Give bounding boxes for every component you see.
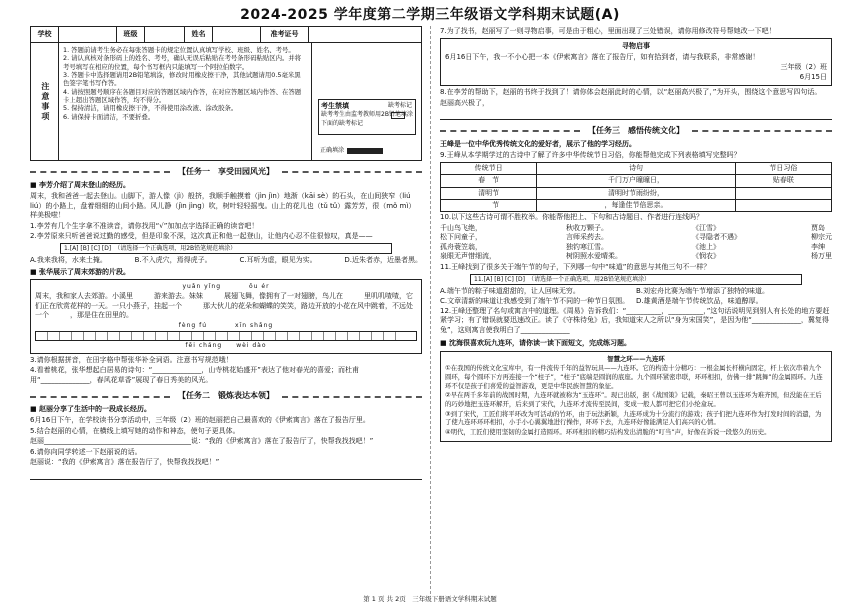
task1-header: [30, 167, 422, 178]
options-q2: [30, 256, 422, 265]
question-3: 3.请你根据拼音，在田字格中帮张华补全词语。注意书写规范哦！: [30, 355, 233, 364]
table-cell: 贴春联: [735, 175, 831, 187]
poem-second-lines: [566, 224, 622, 262]
option-b: B.不入虎穴，焉得虎子。: [134, 256, 212, 265]
article-paragraph: ③到了宋代，工匠们将平环改为可活动的竹环，由于玩法新颖，九连环成为十分流行的游戏；孩子们把九连环作为打发时间的消遣，为了使九连环环环相扣，小手小心翼翼地进行操作，环环下去，九连环好像能满足人们高兴的心情。: [445, 409, 822, 427]
option-a: A.端午节的粽子味道甜甜的，让人回味无穷。: [440, 287, 580, 296]
question-5: 5.结合赵丽的心情，在横线上填写她的动作和神态，使句子更具体。: [30, 426, 240, 435]
question-5-answer[interactable]: 赵丽__________________________________________说：“我的《伊索寓言》落在了报告厅了，快帮我找找吧！”: [30, 437, 374, 446]
essay-text: 周末，我和家人去郊游。小溪里 游来游去。妹妹 展翅飞舞，像拥有了一对翅膀，鸟儿在 里叽叽喳喳，它们正在欣赏花样的一天。一只小燕子，挂起一个 那大伙儿的花朵和蝴蝶的笑笑，路边开放的小花在风中跳着，不远处一个 ，那是住在田里的。: [35, 292, 413, 320]
poem-line: 独钓寒江雪。: [566, 242, 608, 251]
table-header: 诗句: [537, 162, 735, 174]
notice-item: 4. 请按照题号顺序在各题目对应的答题区域内作答，在对应答题区域内作答、在答题卡上超出答题区域作答，均不得分。: [63, 87, 302, 104]
poem-line: 树阴照水爱晴柔。: [566, 252, 622, 261]
question-2: 2.李芳原来只听爸爸说过勤的感受，但是印象不深，这次真正和他一起登山，让他内心忍不住很惊叹，真是——: [30, 231, 373, 240]
fill-example-label: 正确填涂: [320, 147, 345, 154]
table-cell: 春 节: [441, 175, 537, 187]
stamp-title: 考生禁填: [321, 102, 349, 110]
option-d: D.近朱者赤，近墨者黑。: [344, 256, 422, 265]
task1-section2: ■ 张华展示了周末郊游的片段。: [30, 267, 131, 276]
poem-title: 《江雪》: [692, 223, 720, 232]
task3-intro: 王峰是一位中华优秀传统文化的爱好者，展示了他的学习经历。: [440, 139, 636, 148]
question-8-start: 赵丽高兴极了，: [440, 98, 489, 107]
section4-intro: ■ 沈海很喜欢玩九连环，请你读一读下面短文，完成练习题。: [440, 339, 632, 348]
question-6-text: 赵丽说：“我的《伊索寓言》落在报告厅了，快帮我找找吧！”: [30, 458, 220, 467]
task1-label: 【任务一 享受田园风光】: [178, 167, 274, 176]
exam-no-field[interactable]: [309, 27, 422, 43]
pinyin-row-1: yuǎn yǐng ōu ér: [182, 283, 270, 291]
lost-notice-frame: [440, 38, 832, 86]
answer-bubble-11[interactable]: 11.[A] [B] [C] [D] （请选择一个正确选项，用2B铅笔规范填涂）: [470, 274, 802, 285]
poem-line: 秋收万颗子。: [566, 223, 608, 232]
poem-title: 《池上》: [692, 242, 720, 251]
matching-columns: [440, 224, 832, 262]
notice-box: [30, 43, 422, 161]
options-q11: [440, 287, 832, 306]
table-cell-answer[interactable]: [735, 187, 831, 199]
q5-line-a: 赵丽: [30, 437, 44, 446]
name-label: 姓名: [185, 27, 213, 43]
poem-author: 贾岛: [811, 223, 825, 232]
notice-label: 注意事项: [31, 43, 59, 160]
fill-example-bar: [347, 148, 383, 154]
student-info-table: [30, 26, 422, 43]
article-title: 智慧之环——九连环: [607, 354, 665, 363]
table-cell: 清明节: [441, 187, 537, 199]
article-paragraph: ①在我国的传统文化宝库中，有一件流传千年的益智玩具——九连环。它的构造十分精巧：一根金属长杆横向固定，杆上依次串着九个圆环，每个圆环下方再连接一个“柱子”，“柱子”底端是圆润的底座。九个圆环紧密串联，环环相扣，仿佛一排“跳舞”的金属圆环。九连环不仅是孩子们喜爱的益智游戏，更是中华民族智慧的象征。: [445, 364, 823, 390]
poem-title: 《寻隐者不遇》: [692, 233, 741, 242]
notice-item: 2. 请认真核对条形码上的姓名、考号，确认无误后粘贴在考号条形码粘贴区内。并将考号填写在相应的位置，每个书写框内只能填写一个阿拉伯数字。: [63, 54, 302, 71]
table-header: 节日习俗: [735, 162, 831, 174]
article-frame: [440, 351, 832, 442]
poem-author: 柳宗元: [811, 233, 832, 242]
task1-paragraph: 周末，我和爸爸一起去登山。山脚下，游人像（jì）般挤，我顺手触摸着（jìn jìn）地渐（kāi sè）的石头，在山间狭窄（liú liú）的小路上，盘着细细的山间小路。风儿静（jìn jìng）吹，树叶轻轻摇曳。山上的花儿也（tǔ tǔ）露芳芳，很（mǒ mì）样美极啦！: [30, 192, 416, 220]
question-12-part-a: 12.王峰还整理了名句或寓言中的道理。《周易》告诉我们：“: [440, 306, 627, 315]
question-12-part-c: ，冀复得兔”，这则寓言使我明白了: [440, 316, 829, 334]
poem-authors: [811, 224, 832, 262]
question-4: 4.看着桃花，张华想起白居易的诗句：“______________，山寺桃花始盛开”表达了他对春光的喜爱；而杜甫用“______________，春风花草香”展现了春日秀美的风光。: [30, 366, 359, 384]
table-cell: 千门万户曈曈日，: [537, 175, 735, 187]
page-title: 2024-2025 学年度第二学期三年级语文学科期末试题(A): [240, 7, 620, 23]
question-7: 7.为了找书，赵丽写了一则寻物启事，可是由于粗心，里面出现了三处错误，请你用修改符号帮她改一下吧！: [440, 27, 776, 35]
essay-frame: [30, 279, 422, 354]
table-cell-answer[interactable]: [735, 200, 831, 212]
poem-line: 言师采药去。: [566, 233, 608, 242]
absent-mark-box[interactable]: [391, 112, 405, 119]
poem-author: 杨万里: [811, 252, 832, 261]
lost-notice-body: 6月16日下午，我一不小心把一本《伊索寓言》落在了报告厅，如有拾到者，请与我联系，非常感谢！: [445, 52, 760, 61]
fill-example: [320, 147, 383, 155]
question-4-part-b: ，山寺桃花始盛开”表达了他对春光的喜爱；而杜甫用“: [30, 366, 359, 384]
lost-notice-date: 6月15日: [799, 72, 827, 81]
lost-notice-title: 寻物启事: [622, 42, 650, 51]
answer-bubble-1[interactable]: 1.[A] [B] [C] [D] （请选择一个正确选项，用2B铅笔规范填涂）: [60, 243, 392, 254]
question-12: 12.王峰还整理了名句或寓言中的道理。《周易》告诉我们：“__________，__________，”这句话说明见到别人有长处的地方要赶紧学习；有了错误就要迅速改正。读了《守株待兔》后，我知道宋人之所以“身为宋国笑”，是因为他“______________，冀复得兔”，这则寓言使我明白了______________: [440, 306, 830, 334]
option-d: D.雄黄酒是端午节传统饮品，味道醇厚。: [636, 296, 763, 305]
school-field[interactable]: [59, 27, 117, 43]
class-field[interactable]: [145, 27, 185, 43]
table-cell: ，每逢佳节倍思亲。: [537, 200, 735, 212]
option-b: B.刘宏舟比赛为端午节增添了独特的味道。: [636, 287, 770, 296]
table-cell: 清明时节雨纷纷，: [537, 187, 735, 199]
option-c: C.耳听为虚，眼见为实。: [239, 256, 317, 265]
notice-list: [59, 43, 311, 160]
article-paragraph: ④明代，工匠们使用坚韧的金属打造圆环。环环相扣的精巧结构发出清脆的“叮当”声，好像在诉说一段悠久的历史。: [445, 427, 771, 436]
task2-header: [30, 391, 422, 402]
poem-line: 千山鸟飞绝，: [440, 223, 482, 232]
notice-item: 3. 答题卡中选择题请用2B铅笔填涂，修改时用橡皮擦干净，其他试题请用0.5毫米黑色签字笔书写作答。: [63, 70, 301, 88]
answer-line[interactable]: [440, 110, 832, 120]
class-label: 班级: [117, 27, 145, 43]
task2-paragraph: 6月16日下午，在学校读书分享活动中，三年级（2）班的赵丽把自己最喜欢的《伊索寓言》落在了报告厅里。: [30, 416, 370, 425]
table-header: 传统节日: [441, 162, 537, 174]
festival-table: [440, 162, 832, 213]
poem-author: 李绅: [811, 242, 825, 251]
question-12-part-b: ，”这句话说明见到别人有长处的地方要赶紧学习；有了错误就要迅速改正。读了《守株待兔》后，我知道宋人之所以“身为宋国笑”，是因为他“: [440, 306, 830, 325]
absent-stamp: [318, 99, 416, 135]
poem-line: 孤舟蓑笠翁，: [440, 242, 482, 251]
column-divider: [430, 26, 431, 594]
question-9: 9.王峰从本学期学过的古诗中了解了许多中华传统节日习俗，你能帮他完成下列表格填写完整吗？: [440, 151, 741, 160]
school-label: 学校: [31, 27, 59, 43]
poem-first-lines: [440, 224, 496, 262]
task2-intro: ■ 赵丽分享了生活中的一段成长经历。: [30, 405, 152, 413]
option-a: A.我来我将，水来土掩。: [30, 256, 107, 265]
task2-label: 【任务二 锻炼表达本领】: [178, 391, 274, 401]
question-11: 11.王峰找到了很多关于端午节的句子，下列哪一句中“味道”的意思与其他三句不一样？: [440, 262, 711, 271]
name-field[interactable]: [213, 27, 261, 43]
absent-mark-label: 缺考标记: [387, 102, 412, 109]
stamp-text: 缺考考生由监考教师用2B铅笔填涂下面的缺考标记: [321, 111, 413, 127]
poem-title: 《悯农》: [692, 252, 720, 261]
q5-line-b: 说：“我的《伊索寓言》落在了报告厅了，快帮我找找吧！”: [191, 437, 374, 446]
question-4-part-c: ，春风花草香”展现了春日秀美的风光。: [89, 375, 213, 384]
right-column: [440, 26, 832, 444]
question-4-part-a: 4.看着桃花，张华想起白居易的诗句：“: [30, 366, 153, 375]
poem-line: 泉眼无声惜细流，: [440, 252, 496, 261]
article-paragraph: ②早在两千多年前的战国时期，九连环就被称为“玉连环”。现已出版，据《战国策》记载，秦昭王曾以玉连环为难齐国，但没能在王后的巧妙地把玉连环解开，后来到了宋代，九连环才流传至民间，变成一般人都可把它们小纶盒玩。: [445, 391, 822, 408]
question-1: 1.李芳有几个生字拿不准读音，请你找用“√”加加点字选择正确的读音吧！: [30, 221, 259, 230]
notice-item: 1. 答题前请考生务必在每张答题卡的规定位置认真填写学校、班级、姓名、考号。: [63, 46, 295, 54]
task3-label: 【任务三 感悟传统文化】: [588, 126, 684, 136]
left-column: [30, 26, 422, 482]
lost-notice-signature: 三年级（2）班: [780, 63, 827, 72]
pinyin-row-2: fèng fú xīn shǎng: [178, 321, 274, 329]
notice-item: 5. 保持清洁，请用橡皮擦干净，不得使用涂改液、涂改胶条。: [63, 104, 238, 113]
barcode-area: [311, 43, 421, 160]
poem-line: 松下问童子，: [440, 233, 482, 242]
writing-grid[interactable]: [35, 331, 417, 341]
question-6: 6.请你向同学转述一下赵丽说的话。: [30, 447, 142, 456]
pinyin-row-3: fēi cháng wèi dào: [185, 341, 267, 349]
task1-intro: ■ 李芳介绍了周末登山的经历。: [30, 180, 131, 189]
page-footer: 第 1 页 共 2页 三年级下册语文学科期末试题: [363, 595, 497, 603]
option-c: C.文章清新的味道让我感受到了端午节不同的一种节日氛围。: [440, 296, 630, 305]
table-cell-answer[interactable]: 节: [441, 200, 537, 212]
answer-line[interactable]: [30, 470, 422, 480]
notice-item: 6. 请保持卡面清洁，不要折叠。: [63, 112, 155, 121]
exam-no-label: 准考证号: [261, 27, 309, 43]
question-10: 10.以下这些古诗可谓不胜枚举。你能帮他把上、下句和古诗题目、作者进行连线吗？: [440, 213, 704, 222]
task3-header: [440, 126, 832, 137]
question-8: 8.在李芳的帮助下，赵丽的书终于找到了！请你体会赵丽此时的心情，以“赵丽高兴极了，”为开头，围绕这个意思写四句话。: [440, 88, 822, 97]
poem-titles: [692, 224, 741, 262]
